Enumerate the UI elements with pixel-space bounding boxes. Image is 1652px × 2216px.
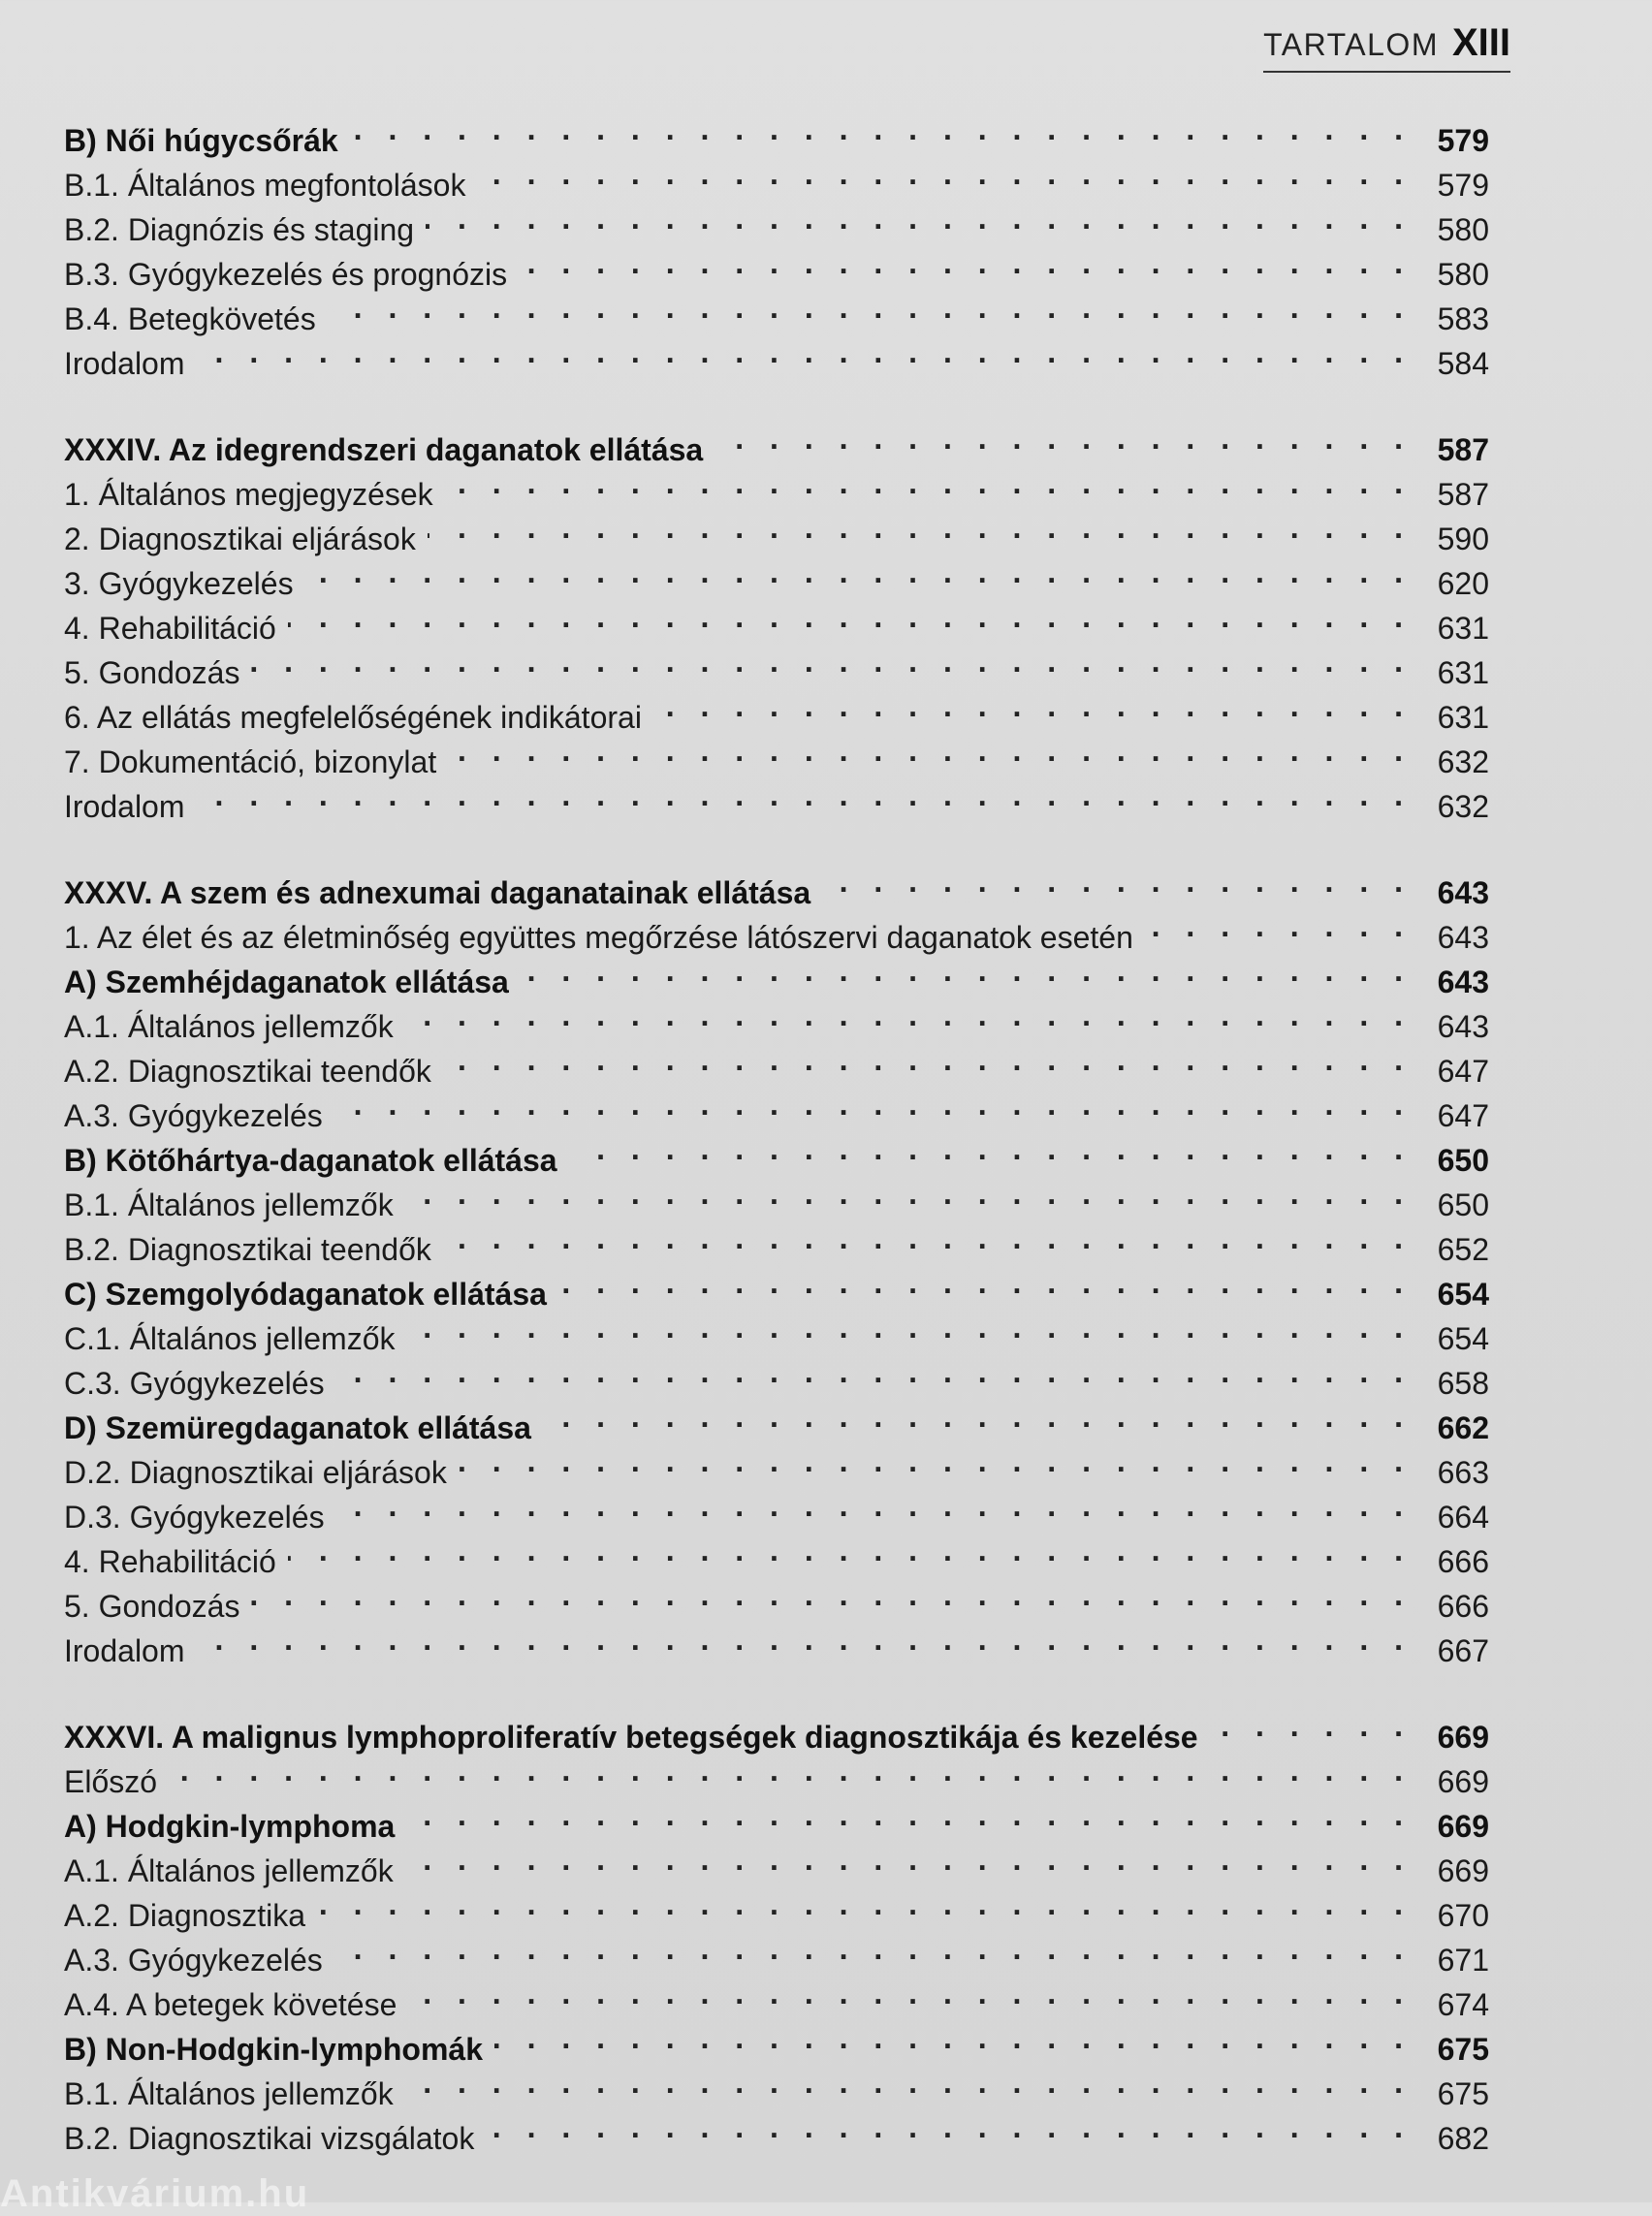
toc-entry-title: C.3. Gyógykezelés <box>64 1366 325 1401</box>
toc-entry-page: 658 <box>1437 1366 1489 1401</box>
toc-entry-page: 682 <box>1437 2121 1489 2156</box>
toc-entry-page: 583 <box>1437 301 1489 336</box>
toc-entry-title: B.1. Általános jellemzők <box>64 2076 394 2111</box>
dot-leader <box>288 594 1412 639</box>
dot-leader <box>459 1439 1412 1483</box>
toc-entry-title: A) Szemhéjdaganatok ellátása <box>64 965 509 999</box>
toc-entry-title: 2. Diagnosztikai eljárások <box>64 522 416 556</box>
toc-entry-title: B.1. Általános jellemzők <box>64 1187 394 1222</box>
toc-entry <box>64 1748 1489 1799</box>
dot-leader <box>405 1837 1412 1882</box>
dot-leader <box>405 1171 1412 1216</box>
dot-leader <box>197 773 1413 817</box>
toc-entry-page: 667 <box>1437 1633 1489 1668</box>
toc-entry-page: 643 <box>1437 1009 1489 1044</box>
toc-entry-page: 669 <box>1437 1764 1489 1799</box>
toc-entry-title: XXXVI. A malignus lymphoproliferatív betegségek diagnosztikája és kezelése <box>64 1720 1198 1755</box>
toc-heading-entry <box>64 859 1489 910</box>
dot-leader <box>336 1483 1412 1528</box>
toc-entry-page: 654 <box>1437 1277 1489 1312</box>
toc-entry-title: B.3. Gyógykezelés és prognózis <box>64 257 508 292</box>
toc-entry-page: 670 <box>1437 1898 1489 1933</box>
toc-entry-page: 647 <box>1437 1098 1489 1133</box>
toc-entry-title: Előszó <box>64 1764 158 1799</box>
toc-entry-title: B.2. Diagnosztikai vizsgálatok <box>64 2121 475 2156</box>
dot-leader <box>408 1971 1412 2015</box>
toc-entry-page: 666 <box>1437 1589 1489 1624</box>
toc-entry-title: 4. Rehabilitáció <box>64 611 276 646</box>
dot-leader <box>543 1394 1412 1439</box>
dot-leader <box>334 1926 1412 1971</box>
toc-entry-page: 647 <box>1437 1054 1489 1089</box>
dot-leader <box>405 2060 1412 2105</box>
toc-entry-title: XXXV. A szem és adnexumai daganatainak ellátása <box>64 875 811 910</box>
dot-leader <box>715 416 1412 460</box>
dot-leader <box>406 1792 1412 1837</box>
toc-entry-page: 675 <box>1437 2032 1489 2067</box>
dot-leader <box>426 196 1412 240</box>
dot-leader <box>406 1305 1412 1349</box>
toc-entry-title: C) Szemgolyódaganatok ellátása <box>64 1277 547 1312</box>
toc-entry-page: 650 <box>1437 1187 1489 1222</box>
header-label: TARTALOM <box>1263 27 1439 62</box>
toc-entry-page: 654 <box>1437 1321 1489 1356</box>
dot-leader <box>445 460 1412 505</box>
toc-entry-page: 643 <box>1437 875 1489 910</box>
toc-entry-title: 7. Dokumentáció, bizonylat <box>64 744 437 779</box>
dot-leader <box>350 107 1412 151</box>
dot-leader <box>519 240 1412 285</box>
toc-entry-title: A.3. Gyógykezelés <box>64 1943 323 1978</box>
dot-leader <box>653 683 1412 728</box>
dot-leader <box>443 1037 1412 1082</box>
toc-entry-title: Irodalom <box>64 346 185 381</box>
toc-entry-title: A.1. Általános jellemzők <box>64 1853 394 1888</box>
table-of-contents <box>64 107 1489 2191</box>
dot-leader <box>1210 1703 1412 1748</box>
toc-entry-title: D.2. Diagnosztikai eljárások <box>64 1455 447 1490</box>
watermark: Antikvárium.hu <box>0 2172 310 2215</box>
toc-entry-title: A.4. A betegek követése <box>64 1987 397 2022</box>
toc-section <box>64 1703 1489 2156</box>
toc-heading-entry <box>64 1792 1489 1844</box>
dot-leader <box>305 550 1412 594</box>
toc-entry-page: 643 <box>1437 965 1489 999</box>
dot-leader <box>169 1748 1412 1792</box>
toc-entry-title: 6. Az ellátás megfelelőségének indikátorai <box>64 700 642 735</box>
toc-entry-title: A.2. Diagnosztika <box>64 1898 306 1933</box>
header-page-number: XIII <box>1451 21 1510 64</box>
toc-entry <box>64 330 1489 381</box>
toc-entry-title: A.1. Általános jellemzők <box>64 1009 394 1044</box>
dot-leader <box>251 639 1412 683</box>
dot-leader <box>448 728 1412 773</box>
toc-entry-page: 579 <box>1437 123 1489 158</box>
toc-entry-page: 587 <box>1437 477 1489 512</box>
toc-entry-title: B.1. Általános megfontolások <box>64 168 466 203</box>
toc-entry-page: 631 <box>1437 611 1489 646</box>
toc-entry-page: 580 <box>1437 257 1489 292</box>
toc-entry-title: C.1. Általános jellemzők <box>64 1321 396 1356</box>
toc-entry-title: D.3. Gyógykezelés <box>64 1500 325 1535</box>
toc-entry-title: 3. Gyógykezelés <box>64 566 294 601</box>
toc-section <box>64 416 1489 824</box>
toc-entry-page: 632 <box>1437 789 1489 824</box>
dot-leader <box>558 1260 1412 1305</box>
dot-leader <box>569 1126 1412 1171</box>
toc-entry-page: 675 <box>1437 2076 1489 2111</box>
dot-leader <box>477 151 1412 196</box>
toc-entry-title: B.2. Diagnózis és staging <box>64 212 415 247</box>
dot-leader <box>334 1082 1412 1126</box>
toc-entry-page: 643 <box>1437 920 1489 955</box>
toc-entry-title: B) Kötőhártya-daganatok ellátása <box>64 1143 557 1178</box>
dot-leader <box>197 330 1413 374</box>
dot-leader <box>486 2105 1412 2149</box>
dot-leader <box>822 859 1412 903</box>
dot-leader <box>336 1349 1412 1394</box>
toc-entry-page: 669 <box>1437 1720 1489 1755</box>
dot-leader <box>521 948 1412 993</box>
dot-leader <box>251 1572 1412 1617</box>
toc-entry-page: 664 <box>1437 1500 1489 1535</box>
dot-leader <box>328 285 1412 330</box>
running-header <box>1263 21 1510 73</box>
toc-entry-title: D) Szemüregdaganatok ellátása <box>64 1410 531 1445</box>
toc-entry <box>64 683 1489 735</box>
dot-leader <box>317 1882 1412 1926</box>
toc-entry-title: 1. Általános megjegyzések <box>64 477 433 512</box>
toc-entry-title: A.3. Gyógykezelés <box>64 1098 323 1133</box>
toc-entry-title: 5. Gondozás <box>64 655 240 690</box>
toc-entry-title: XXXIV. Az idegrendszeri daganatok ellátása <box>64 432 704 467</box>
dot-leader <box>443 1216 1412 1260</box>
toc-heading-entry <box>64 416 1489 467</box>
dot-leader <box>428 505 1412 550</box>
toc-entry-title: B.2. Diagnosztikai teendők <box>64 1232 431 1267</box>
toc-entry-title: B) Női húgycsőrák <box>64 123 338 158</box>
toc-entry <box>64 1617 1489 1668</box>
toc-entry-page: 650 <box>1437 1143 1489 1178</box>
toc-entry-page: 579 <box>1437 168 1489 203</box>
dot-leader <box>1145 903 1412 948</box>
toc-heading-entry <box>64 1703 1489 1755</box>
toc-entry-page: 671 <box>1437 1943 1489 1978</box>
dot-leader <box>405 993 1412 1037</box>
dot-leader <box>494 2015 1412 2060</box>
toc-entry-page: 663 <box>1437 1455 1489 1490</box>
toc-entry-title: 4. Rehabilitáció <box>64 1544 276 1579</box>
toc-entry-page: 669 <box>1437 1853 1489 1888</box>
toc-entry-page: 631 <box>1437 655 1489 690</box>
toc-section <box>64 107 1489 381</box>
toc-entry-page: 669 <box>1437 1809 1489 1844</box>
toc-heading-entry <box>64 107 1489 158</box>
toc-entry-title: A) Hodgkin-lymphoma <box>64 1809 396 1844</box>
toc-entry-title: A.2. Diagnosztikai teendők <box>64 1054 431 1089</box>
toc-entry-title: Irodalom <box>64 1633 185 1668</box>
toc-entry-page: 620 <box>1437 566 1489 601</box>
toc-entry-title: 1. Az élet és az életminőség együttes megőrzése látószervi daganatok esetén <box>64 920 1133 955</box>
toc-entry-title: B.4. Betegkövetés <box>64 301 316 336</box>
toc-entry-title: Irodalom <box>64 789 185 824</box>
toc-entry-page: 632 <box>1437 744 1489 779</box>
toc-entry-page: 584 <box>1437 346 1489 381</box>
toc-entry-page: 666 <box>1437 1544 1489 1579</box>
toc-entry-page: 662 <box>1437 1410 1489 1445</box>
toc-section <box>64 859 1489 1668</box>
toc-entry-page: 587 <box>1437 432 1489 467</box>
toc-entry-title: 5. Gondozás <box>64 1589 240 1624</box>
dot-leader <box>197 1617 1413 1662</box>
toc-entry-page: 580 <box>1437 212 1489 247</box>
dot-leader <box>288 1528 1412 1572</box>
toc-entry <box>64 1572 1489 1624</box>
toc-entry-page: 590 <box>1437 522 1489 556</box>
toc-entry <box>64 773 1489 824</box>
toc-entry-page: 631 <box>1437 700 1489 735</box>
toc-entry-page: 674 <box>1437 1987 1489 2022</box>
toc-entry-title: B) Non-Hodgkin-lymphomák <box>64 2032 483 2067</box>
toc-entry-page: 652 <box>1437 1232 1489 1267</box>
toc-entry <box>64 639 1489 690</box>
